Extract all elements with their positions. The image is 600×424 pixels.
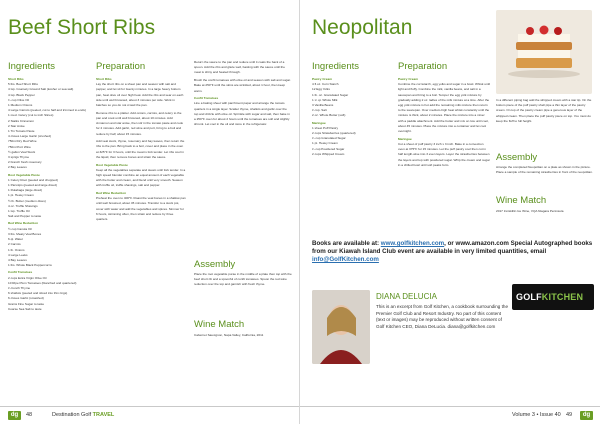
page-title-neopolitan: Neopolitan xyxy=(312,16,413,39)
ingredient-item: Coarse Sea Salt to taste xyxy=(8,306,42,311)
ingredient-item: 2 cups Extra Virgin Olive Oil xyxy=(8,275,47,280)
dg-badge-left: dg xyxy=(8,411,21,420)
ingredients-subhead-meringue: Meringue xyxy=(312,120,326,125)
logo-word-golf: GOLF xyxy=(516,292,542,302)
prep-subhead-meringue: Meringue xyxy=(398,136,412,141)
ingredients-list-short-ribs xyxy=(8,82,90,170)
golfkitchen-link[interactable]: www.golfkitchen.com xyxy=(380,240,445,247)
ingredient-item: 1 Rutabaga (large diced) xyxy=(8,188,43,193)
prep-paragraph: Cut a sheet of puff pastry 3 inch x 3 inch. Bake in a convection oven at 375°F for 15 minutes. Let the puff pastry cool then cut in half length-wise into 3 even layers. Layer the strawberries between the layers and top with powdered sugar. Whip the cream and sugar in a chilled bowl until soft peaks form. xyxy=(398,141,490,167)
wine-match-heading-right: Wine Match xyxy=(496,195,547,206)
prep-subhead-short-ribs: Short Ribs xyxy=(96,77,112,81)
ingredient-item: 4 Large Leeks xyxy=(8,252,28,257)
ingredient-item: 2 oz. Whole Butter (soft) xyxy=(312,113,346,118)
prep-paragraph: Lay the short ribs on a sheet pan and season with salt and pepper, and let sit for twenty minutes. In a large heavy bottom pan, heat olive oil over high heat. Add the ribs and sear on each side until well browned, about 3 minutes per side. Work in batches so you do not crowd the pan. xyxy=(96,82,184,108)
page-number-right: 49 xyxy=(566,412,573,418)
ingredient-item: 4 tsp. Black Pepper xyxy=(8,92,35,97)
ingredient-item: 1 sheet Puff Pastry xyxy=(312,125,339,130)
ingredient-item: 3 Vanilla Beans xyxy=(312,103,334,108)
ingredients-subhead-pastry: Pastry Cream xyxy=(312,77,332,81)
ingredient-item: 12 Egg Yolks xyxy=(312,87,330,92)
author-name: DIANA DELUCIA xyxy=(376,292,437,301)
author-photo xyxy=(312,290,370,364)
prep-paragraph: Remove ribs to a platter. Add onions, carrots, and celery to the pan and cook until well browned, about 10 minutes. Add cinnamon and star anise, then stir in the tomato paste and cook for 2 minutes. Add garlic, red wine and port, bring to a boil and reduce by half, about 15 minutes. xyxy=(96,110,184,136)
page-number-left: 48 xyxy=(26,412,33,418)
ingredient-item: 2 Bay Leaves xyxy=(8,165,27,170)
prep-paragraph: Line a baking sheet with parchment paper and arrange the tomato quarters in a single layer. Scatter thyme, shallots and garlic over the top and drizzle with olive oil. Sprinkle with sugar and salt, then bake in a 250°F oven for about 2 hours until the tomatoes are soft and slightly shrunk. Let cool in the oil and store in the refrigerator. xyxy=(194,101,290,127)
footer-right xyxy=(300,406,600,424)
wine-match-text-right xyxy=(496,209,594,221)
golf-kitchen-logo xyxy=(512,284,594,310)
author-portrait xyxy=(312,290,370,364)
ingredient-item: 3 sprigs Thyme xyxy=(8,155,30,160)
ingredient-item: ½ cup Canola Oil xyxy=(8,226,32,231)
ingredients-heading-right: Ingredients xyxy=(312,61,360,72)
ingredient-item: ¼ cup Granulated Sugar xyxy=(312,136,346,141)
ingredient-item: 2 Star Anise xyxy=(8,123,25,128)
ingredient-item: 4 Large Carrots (peeled, cut to half and trimmed to ends) xyxy=(8,108,86,113)
ingredient-item: 6 shallots (peeled and sliced into thin rings) xyxy=(8,291,68,296)
ingredient-item: ¼ cup Powdered Sugar xyxy=(312,146,345,151)
ingredient-item: 5 lbs. Beef Short Ribs xyxy=(8,82,38,87)
preparation-heading: Preparation xyxy=(96,61,146,72)
ingredient-item: 2 cups Whipped Cream xyxy=(312,151,345,156)
prep-paragraph: Preheat the oven to 400°F. Roast the veal bones in a shallow pan until well browned, about 45 minutes. Transfer to a stock pot, cover with water and add the vegetables and spices. Simmer for 6 hours, skimming often, then strain and reduce by three quarters. xyxy=(96,196,186,222)
issue-label: Volume 3 • Issue 40 xyxy=(512,412,561,418)
ingredient-item: 2 Stalks Cinnamon xyxy=(8,118,34,123)
ingredients-column xyxy=(8,75,90,395)
preparation-column-right xyxy=(398,75,490,225)
assembly-text-right xyxy=(496,165,594,191)
right-page xyxy=(300,0,600,424)
ingredient-item: 4 fl.oz. Corn Starch xyxy=(312,82,339,87)
ingredient-item: ½ lb. Butter (medium dices) xyxy=(8,198,46,203)
assembly-paragraph: Arrange the completed Neopolitan on a plate as shown in the picture. Place a sample of the remaining strawberries in front of the neopolitan. xyxy=(496,165,593,175)
ingredient-item: 4 oz. Truffle Shavings xyxy=(8,203,38,208)
assembly-heading-right: Assembly xyxy=(496,152,538,163)
prep-subhead-root-veg: Root Vegetable Purée xyxy=(96,162,128,167)
ingredient-item: 1 Tin Tomato Paste xyxy=(8,129,35,134)
prep-subhead-confit: Confit Tomatoes xyxy=(194,96,219,101)
ingredient-item: 1 med. Celery (cut to inch Slices) xyxy=(8,113,54,118)
ingredients-subhead-root-veg: Root Vegetable Purée xyxy=(8,172,40,177)
author-bio xyxy=(376,304,508,364)
ingredient-item: ¾ cup Olive Oil xyxy=(8,97,29,102)
ingredient-item: 4 Bay Leaves xyxy=(8,257,27,262)
ingredient-item: 1 Medium Onions xyxy=(8,103,33,108)
ingredients-list-pastry xyxy=(312,82,394,118)
assembly-paragraph: Place the root vegetable purée in the middle of a plate then top with the beef short rib and a spoonful of confit tomatoes. Spoon the red wine reduction over the top and garnish with fresh thyme. xyxy=(194,272,292,287)
ingredient-item: 1 lbs. Whole Black Peppercorns xyxy=(8,263,52,268)
ingredients-list-root-veg xyxy=(8,178,90,220)
preparation-heading-right: Preparation xyxy=(398,61,448,72)
brand-tag: TRAVEL xyxy=(92,412,115,418)
ingredients-subhead-short-ribs: Short Ribs xyxy=(8,77,24,81)
ingredient-item: 1 lb. oz. Granulated Sugar xyxy=(312,92,349,97)
ingredient-item: 1 pt. Heavy Cream xyxy=(8,193,34,198)
neopolitan-photo xyxy=(496,10,592,94)
ingredient-item: 1 tsp. Truffle Oil xyxy=(8,209,30,214)
ingredients-heading: Ingredients xyxy=(8,61,56,72)
books-availability xyxy=(312,240,594,264)
preparation-column-1 xyxy=(96,75,186,395)
wine-match-value: 2017 Inniskillin Ice Wine, VQA Niagara Peninsula xyxy=(496,209,564,213)
prep-paragraph: Brush the confit tomatoes with olive oil and season with salt and sugar. Bake at 250°F until the skins are wrinkled, about 1 hour, then keep warm. xyxy=(194,78,291,93)
dessert-illustration xyxy=(496,10,592,94)
wine-match-heading-left: Wine Match xyxy=(194,319,245,330)
ingredient-item: 6 cloves Garlic (smashed) xyxy=(8,296,44,301)
ingredient-item: 750ml Port Wine xyxy=(8,144,31,149)
assembly-heading-left: Assembly xyxy=(194,259,236,270)
ingredient-item: 1 Parsnips (peeled and large diced) xyxy=(8,183,57,188)
prep-paragraph: Combine the cornstarch, egg yolks and sugar in a bowl. Whisk until light and fluffy. Combine the milk, vanilla beans, and salt in a saucepan and bring to a boil. Temper the egg yolk mixture by gradually adding 2 oz. ladles of the milk mixture at a time. After the egg yolk mixture is hot add the remaining milk mixture then return to the saucepan. Over medium-high heat whisk constantly until the mixture is thick, about 2 minutes. Place the mixture into a mixer with a paddle attachment. Add the butter and mix on low until cool, about 45 minutes. Place the mixture into a container and let cool overnight. xyxy=(398,82,490,134)
ingredient-item: 1 ¼ qt. Whole Milk xyxy=(312,97,338,102)
prep-paragraph: Keep all the vegetables separate and steam until fork tender. In a high speed blender combine an equal amount of each vegetable with the butter and cream, and blend until very smooth. Season with truffle oil, truffle shavings, salt and pepper. xyxy=(96,167,186,188)
wine-match-value: Cabernet Sauvignon, Napa Valley, California, 2011 xyxy=(194,333,264,337)
ingredient-item: ½ gallon Veal Stock xyxy=(8,149,36,154)
ingredients-list-red-wine xyxy=(8,227,90,269)
author-bio-text: This is an excerpt from Golf Kitchen, a cookbook surrounding the Premier Golf Club and Resort Industry. No part of this content (text or images) may be reproduced without written consent of Golf Kitchen CEO, Diana DeLucia. diana@golfkitchen.com xyxy=(376,304,508,329)
ingredient-item: 1 lb. Onions xyxy=(8,247,25,252)
ingredient-item: 2 cups Strawberries (quartered) xyxy=(312,131,356,136)
ingredient-item: 10 Ripe Plum Tomatoes (blanched and quartered) xyxy=(8,280,77,285)
ingredients-list-meringue xyxy=(312,126,394,157)
prep-paragraph: In a different piping bag add the whipped cream with a star tip. On the bottom piece of the puff pastry shell pipe a thin layer of the pastry cream. On top of the pastry cream pipe a generous layer of the whipped cream. Then place the puff pastry piece on top. You must do keep the fluff to full height. xyxy=(496,98,592,123)
preparation-column-2 xyxy=(194,60,292,240)
preparation-column-right-2 xyxy=(496,98,594,150)
footer-left xyxy=(0,406,299,424)
prep-subhead-red-wine: Red Wine Reduction xyxy=(96,191,127,196)
ingredient-item: Salt and Pepper to taste xyxy=(8,214,42,219)
prep-subhead-pastry: Pastry Cream xyxy=(398,77,418,81)
ingredient-item: 4 tsp. Coarsely Ground Salt (kosher or sea salt) xyxy=(8,87,74,92)
logo-text xyxy=(516,292,583,302)
ingredient-item: 4 cloves Large Garlic (crushed) xyxy=(8,134,51,139)
logo-word-kitchen: KITCHEN xyxy=(541,292,584,302)
ingredient-item: ¼ tsp. Salt xyxy=(312,108,327,113)
page-title-beef-short-ribs: Beef Short Ribs xyxy=(8,16,156,39)
prep-paragraph: Return the sauce to the pan and reduce until it coats the back of a spoon. Add the ribs and glaze well, basting with the sauce until the meat is shiny and heated through. xyxy=(194,60,285,75)
ingredient-item: 1 pt. Heavy Cream xyxy=(312,141,338,146)
ingredients-column-right xyxy=(312,75,394,225)
ingredients-subhead-confit: Confit Tomatoes xyxy=(8,270,33,275)
promo-text-before: Books are available at: xyxy=(312,240,381,247)
prep-paragraph: Add veal stock, thyme, rosemary and bay leaves, then return the ribs to the pan. Bring back to a boil, cover and place in the oven at 325°F for 3 hours, until the meat is fork tender. Let ribs cool in the liquid, then remove bones and strain the sauce. xyxy=(96,139,185,159)
ingredients-subhead-red-wine: Red Wine Reduction xyxy=(8,221,39,226)
email-link[interactable]: info@GolfKitchen.com xyxy=(312,256,379,263)
ingredients-list-confit xyxy=(8,276,90,312)
brand-name: Destination Golf xyxy=(52,412,92,418)
ingredient-item: 2 branch fresh rosemary xyxy=(8,160,42,165)
promo-text-mid: , or www.amazon.com Special Autographed books from our Kiawah Island Club event are available in very limited quantities, email xyxy=(312,240,593,255)
dg-badge-right: dg xyxy=(580,411,593,420)
ingredient-item: 3 lbs. Meaty Veal Bones xyxy=(8,231,42,236)
ingredient-item: ¼ bunch Thyme xyxy=(8,285,31,290)
ingredient-item: 2 Carrots xyxy=(8,242,21,247)
ingredient-item: 750ml Dry Red Wine xyxy=(8,139,37,144)
assembly-text-left xyxy=(194,272,292,312)
wine-match-text-left xyxy=(194,333,292,341)
ingredient-item: 1 Celery Root (peeled and chopped) xyxy=(8,177,58,182)
ingredient-item: 6 qt. Water xyxy=(8,237,24,242)
ingredient-item: Grains Fine Sugar to taste xyxy=(8,301,45,306)
magazine-brand xyxy=(52,412,114,418)
